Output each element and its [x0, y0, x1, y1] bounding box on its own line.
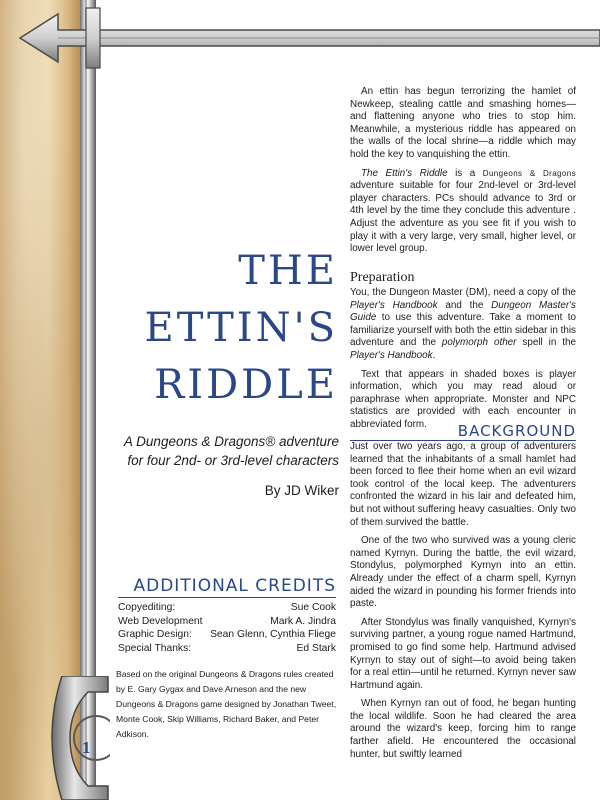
text-span: spell in the	[516, 337, 576, 349]
credits-note: Based on the original Dungeons & Dragons rules created by E. Gary Gygax and Dave Arneson and the new Dungeons & Dragons game designed by Jonathan Tweet, Monte Cook, Skip Williams, Richard Baker, and Peter Adkison.	[116, 669, 337, 739]
credit-role: Special Thanks:	[118, 642, 192, 654]
credits-box	[118, 576, 336, 655]
text-span: .	[432, 349, 436, 361]
author-byline: By JD Wiker	[264, 483, 339, 498]
subtitle-line: for four 2nd- or 3rd-level characters	[127, 453, 339, 468]
preparation-section	[350, 287, 576, 438]
arrow-ornament	[0, 0, 600, 80]
background-paragraph: Just over two years ago, a group of adventurers learned that the inhabitants of a small hamlet had been forced to flee their home when an evil wizard took control of the local keep. The adventurers confronted the wizard in his lair and defeated him, but not without suffering heavy casualties. Only two of them survived the battle.	[350, 441, 576, 528]
subtitle-line: A Dungeons & Dragons® adventure	[123, 434, 339, 449]
title-line: ETTIN'S	[144, 305, 338, 351]
credit-row	[118, 601, 336, 615]
text-span: and the	[437, 299, 492, 311]
game-name: Dungeons & Dragons	[482, 168, 576, 178]
text-span: is a	[447, 167, 483, 179]
adventure-title-ref: The Ettin's Riddle	[361, 167, 448, 179]
book-ref: Dungeon Master's Guide	[350, 299, 576, 324]
credit-name: Ed Stark	[296, 642, 336, 654]
credit-row	[118, 642, 336, 656]
page-title	[145, 243, 339, 414]
preparation-paragraph: Text that appears in shaded boxes is player information, which you may read aloud or paraphrase when appropriate. Monster and NPC statistics are provided with each encounter in abbreviated form.	[350, 368, 576, 430]
credit-role: Web Development	[118, 615, 203, 627]
page-number: 1	[82, 738, 91, 757]
text-span: to use this adventure. Take a moment to familiarize yourself with both the ettin sidebar in this adventure and the	[350, 312, 576, 349]
background-paragraph: When Kyrnyn ran out of food, he began hunting the local wildlife. Soon he had cleared the area around the wizard's keep, forcing him to range farther afield. He encountered the occasional hunter, but swiftly learned	[350, 698, 576, 760]
background-paragraph: After Stondylus was finally vanquished, Kyrnyn's surviving partner, a young rogue named Hartmund, promised to go find some help. Hartmund advised Kyrnyn to stay out of sight—to avoid being taken for a real ettin—until he returned. Kyrnyn never saw Hartmund again.	[350, 616, 576, 691]
background-paragraph: One of the two who survived was a young cleric named Kyrnyn. During the battle, the evil wizard, Stondylus, polymorphed Kyrnyn into an ettin. Already under the effect of a charm spell, Kyrnyn aided the wizard in pounding his former friends into paste.	[350, 535, 576, 610]
preparation-paragraph	[350, 287, 576, 363]
credit-role: Graphic Design:	[118, 629, 192, 641]
credit-row	[118, 615, 336, 629]
text-span: You, the Dungeon Master (DM), need a copy of the	[350, 287, 576, 298]
intro-paragraph: An ettin has begun terrorizing the hamlet of Newkeep, stealing cattle and smashing homes—and flattening anyone who tries to stop him. Meanwhile, a mysterious riddle has appeared on the walls of the local shrine—a riddle which may hold the key to vanquishing the ettin.	[350, 86, 576, 160]
preparation-heading: Preparation	[350, 270, 415, 285]
credit-name: Mark A. Jindra	[270, 615, 336, 627]
text-span: adventure suitable for four 2nd-level or 3rd-level player characters. PCs should advance to 3rd or 4th level by the time they conclude this adventure . Adjust the adventure as you see fit if you wish to play it with a very large, very small, higher level, or lower level group.	[350, 180, 576, 255]
book-ref: Player's Handbook	[350, 299, 438, 311]
intro-paragraph	[350, 168, 576, 256]
credit-name: Sue Cook	[290, 602, 336, 613]
intro-section	[350, 86, 576, 262]
title-line: THE	[238, 248, 338, 294]
spell-ref: polymorph other	[441, 337, 517, 349]
background-section	[350, 441, 576, 767]
credit-name: Sean Glenn, Cynthia Fliege	[210, 629, 336, 641]
book-ref: Player's Handbook	[350, 349, 433, 361]
scroll-cap-ornament	[0, 676, 110, 800]
background-heading: BACKGROUND	[350, 422, 576, 441]
credits-heading: ADDITIONAL CREDITS	[118, 576, 336, 598]
subtitle	[124, 432, 339, 470]
credit-role: Copyediting:	[118, 602, 176, 613]
title-line: RIDDLE	[154, 362, 338, 408]
credit-row	[118, 628, 336, 642]
